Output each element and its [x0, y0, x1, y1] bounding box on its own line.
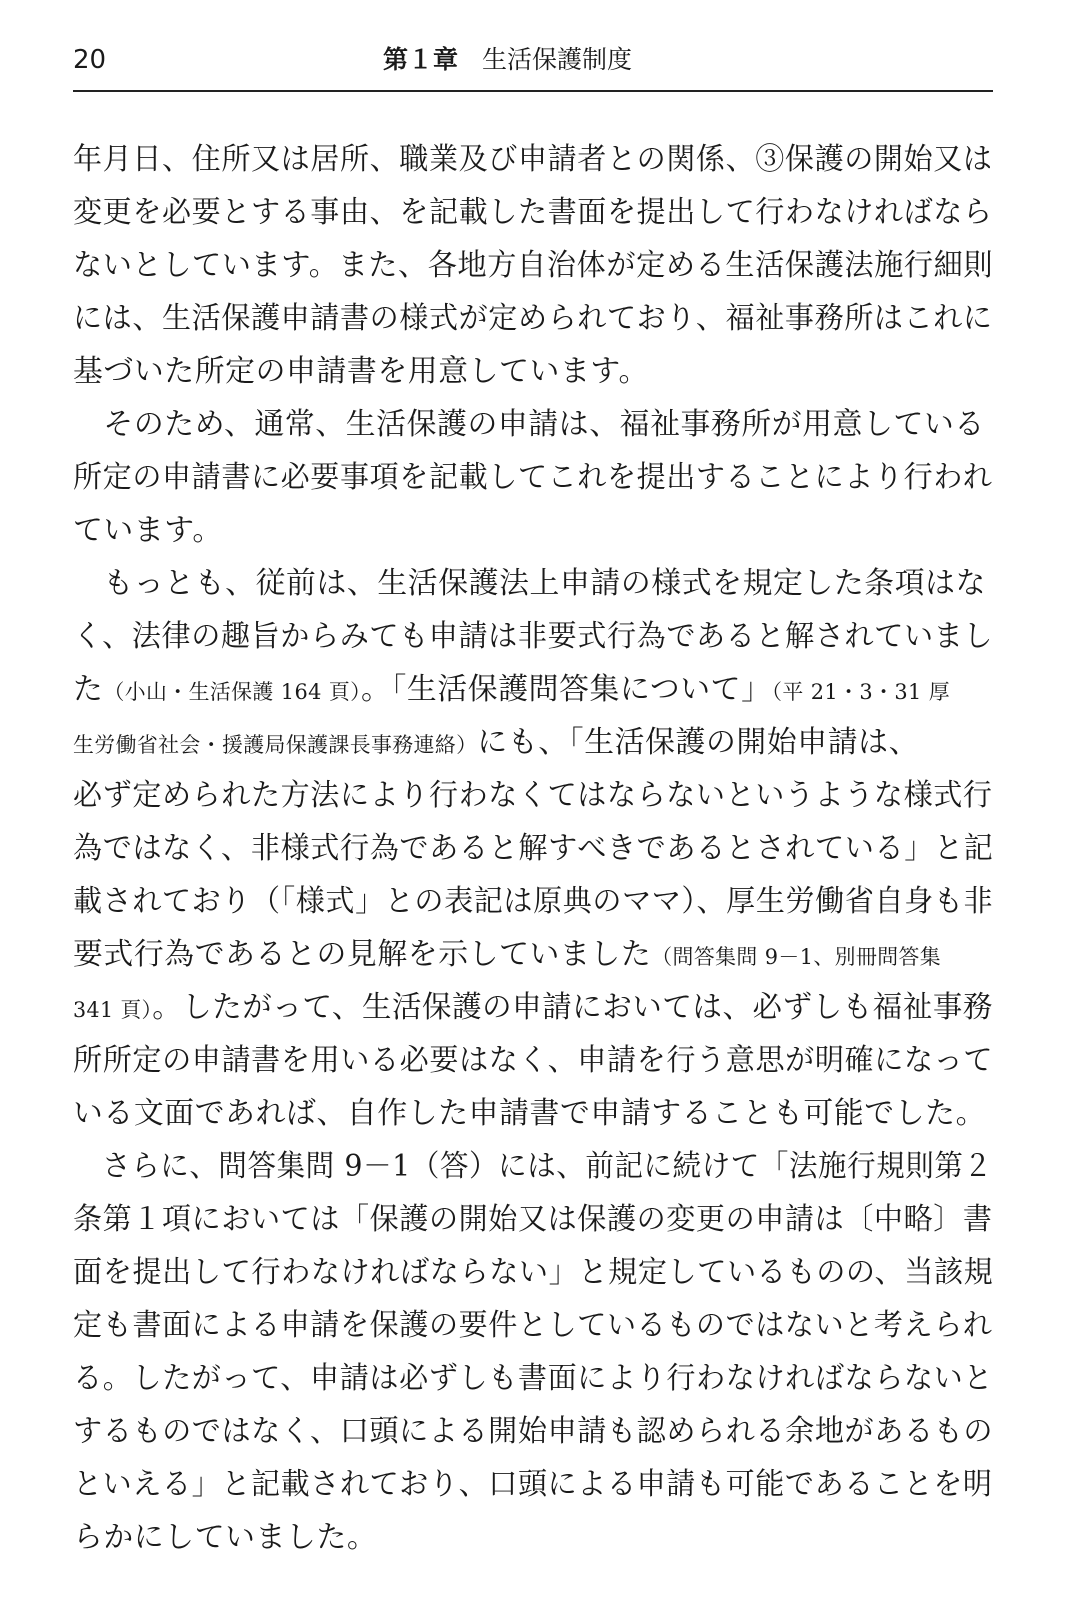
text-line — [73, 928, 993, 981]
line-text: 要式行為であるとの見解を示していました — [73, 937, 652, 972]
line-text: そのため、通常、生活保護の申請は、福祉事務所が用意している — [73, 407, 985, 442]
text-line — [73, 1034, 994, 1087]
text-line — [73, 1087, 993, 1140]
text-line — [73, 875, 994, 928]
text-line — [73, 398, 993, 451]
citation-text: （小山・生活保護 164 頁） — [103, 680, 361, 704]
text-line — [73, 1352, 994, 1405]
text-line — [73, 1193, 993, 1246]
line-text: 定も書面による申請を保護の要件としているものではないと考えられ — [73, 1308, 993, 1343]
text-line — [73, 1140, 993, 1193]
text-line — [73, 1511, 993, 1564]
running-head — [383, 42, 632, 78]
citation-text: （問答集問 9－1、別冊問答集 — [651, 945, 942, 969]
citation-text: （平 21・3・31 厚 — [771, 680, 951, 704]
text-line — [73, 451, 993, 504]
line-text: 面を提出して行わなければならない」と規定しているものの、当該規 — [73, 1255, 994, 1290]
text-line — [73, 716, 993, 769]
line-text: さらに、問答集問 9－1（答）には、前記に続けて「法施行規則第２ — [73, 1149, 993, 1184]
text-line — [73, 186, 993, 239]
text-line — [73, 1405, 994, 1458]
line-text: いる文面であれば、自作した申請書で申請することも可能でした。 — [73, 1096, 987, 1131]
chapter-label: 第１章 — [383, 45, 459, 74]
line-text: には、生活保護申請書の様式が定められており、福祉事務所はこれに — [73, 301, 993, 336]
line-text: る。したがって、申請は必ずしも書面により行わなければならないと — [73, 1361, 994, 1396]
line-text: 所定の申請書に必要事項を記載してこれを提出することにより行われ — [73, 460, 993, 495]
text-line — [73, 822, 994, 875]
citation-text: 341 頁） — [73, 998, 153, 1022]
line-text: もっとも、従前は、生活保護法上申請の様式を規定した条項はな — [73, 566, 987, 601]
line-text: といえる」と記載されており、口頭による申請も可能であることを明 — [73, 1467, 993, 1502]
line-text: 変更を必要とする事由、を記載した書面を提出して行わなければなら — [73, 195, 993, 230]
text-line — [73, 133, 993, 186]
line-text: ています。 — [73, 513, 223, 548]
line-text: 載されており（「様式」との表記は原典のママ）、厚生労働省自身も非 — [73, 884, 994, 919]
chapter-title: 生活保護制度 — [482, 45, 633, 74]
line-text: 為ではなく、非様式行為であると解すべきであるとされている」と記 — [73, 831, 994, 866]
line-text: た — [73, 672, 104, 707]
text-line — [73, 663, 993, 716]
line-text: ないとしています。また、各地方自治体が定める生活保護法施行細則 — [73, 248, 994, 283]
text-line — [73, 292, 993, 345]
line-text: らかにしていました。 — [73, 1520, 378, 1555]
text-line — [73, 345, 993, 398]
text-line — [73, 610, 994, 663]
line-text: するものではなく、口頭による開始申請も認められる余地があるもの — [73, 1414, 994, 1449]
page-number: 20 — [73, 45, 107, 75]
text-line — [73, 1246, 994, 1299]
line-text: にも、「生活保護の開始申請は、 — [477, 725, 920, 760]
line-text: 。「生活保護問答集について」 — [360, 672, 772, 707]
text-line — [73, 557, 993, 610]
line-text: 。したがって、生活保護の申請においては、必ずしも福祉事務 — [152, 990, 993, 1025]
text-line — [73, 504, 993, 557]
line-text: 必ず定められた方法により行わなくてはならないというような様式行 — [73, 778, 993, 813]
text-line — [73, 1299, 993, 1352]
page-header — [73, 40, 993, 92]
citation-text: 生労働省社会・援護局保護課長事務連絡） — [73, 733, 478, 757]
body-text — [73, 133, 998, 1564]
line-text: 年月日、住所又は居所、職業及び申請者との関係、③保護の開始又は — [73, 142, 993, 177]
text-line — [73, 981, 993, 1034]
text-line — [73, 769, 993, 822]
line-text: く、法律の趣旨からみても申請は非要式行為であると解されていまし — [73, 619, 994, 654]
text-line — [73, 1458, 993, 1511]
line-text: 基づいた所定の申請書を用意しています。 — [73, 354, 649, 389]
line-text: 所所定の申請書を用いる必要はなく、申請を行う意思が明確になって — [73, 1043, 994, 1078]
line-text: 条第１項においては「保護の開始又は保護の変更の申請は〔中略〕書 — [73, 1202, 993, 1237]
text-line — [73, 239, 994, 292]
